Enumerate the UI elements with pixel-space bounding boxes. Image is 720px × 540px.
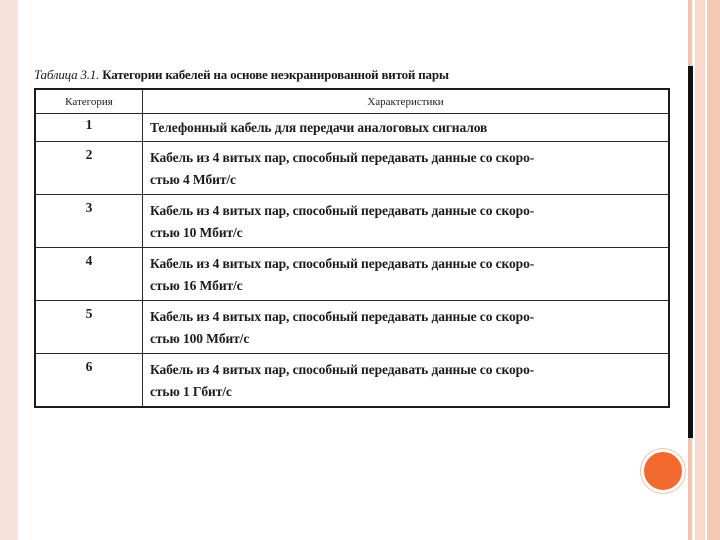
description-line: стью 10 Мбит/с — [150, 225, 243, 240]
table-row — [35, 142, 669, 195]
category-cell: 1 — [35, 114, 143, 142]
slide-decoration-circle — [641, 449, 685, 493]
table-row — [35, 195, 669, 248]
description-line: стью 16 Мбит/с — [150, 278, 243, 293]
left-margin-band — [0, 0, 18, 540]
table-row — [35, 301, 669, 354]
description-cell — [143, 354, 670, 408]
description-line: Кабель из 4 витых пар, способный передавать данные со скоро- — [150, 256, 535, 271]
description-line: стью 1 Гбит/с — [150, 384, 232, 399]
description-cell — [143, 248, 670, 301]
decorative-stripe — [707, 0, 720, 540]
cable-categories-table — [34, 88, 670, 408]
description-line: Кабель из 4 витых пар, способный передавать данные со скоро- — [150, 203, 535, 218]
header-characteristics: Характеристики — [143, 89, 670, 114]
description-line: Кабель из 4 витых пар, способный передавать данные со скоро- — [150, 150, 535, 165]
table-row — [35, 248, 669, 301]
category-cell: 5 — [35, 301, 143, 354]
description-cell — [143, 142, 670, 195]
decorative-stripe — [695, 0, 705, 540]
description-line: Телефонный кабель для передачи аналоговых сигналов — [150, 120, 488, 135]
category-cell: 2 — [35, 142, 143, 195]
header-category: Категория — [35, 89, 143, 114]
table-row — [35, 354, 669, 408]
description-line: стью 4 Мбит/с — [150, 172, 236, 187]
description-line: стью 100 Мбит/с — [150, 331, 250, 346]
category-cell: 6 — [35, 354, 143, 408]
table-caption — [34, 66, 670, 88]
category-cell: 4 — [35, 248, 143, 301]
table-row — [35, 114, 669, 142]
scanned-table-image — [34, 66, 670, 408]
caption-title: Категории кабелей на основе неэкранированной витой пары — [102, 67, 449, 82]
description-cell — [143, 195, 670, 248]
caption-number: Таблица 3.1. — [34, 67, 100, 82]
category-cell: 3 — [35, 195, 143, 248]
description-cell — [143, 301, 670, 354]
description-cell — [143, 114, 670, 142]
description-line: Кабель из 4 витых пар, способный передавать данные со скоро- — [150, 362, 535, 377]
description-line: Кабель из 4 витых пар, способный передавать данные со скоро- — [150, 309, 535, 324]
table-header-row — [35, 89, 669, 114]
scan-edge — [688, 66, 693, 438]
